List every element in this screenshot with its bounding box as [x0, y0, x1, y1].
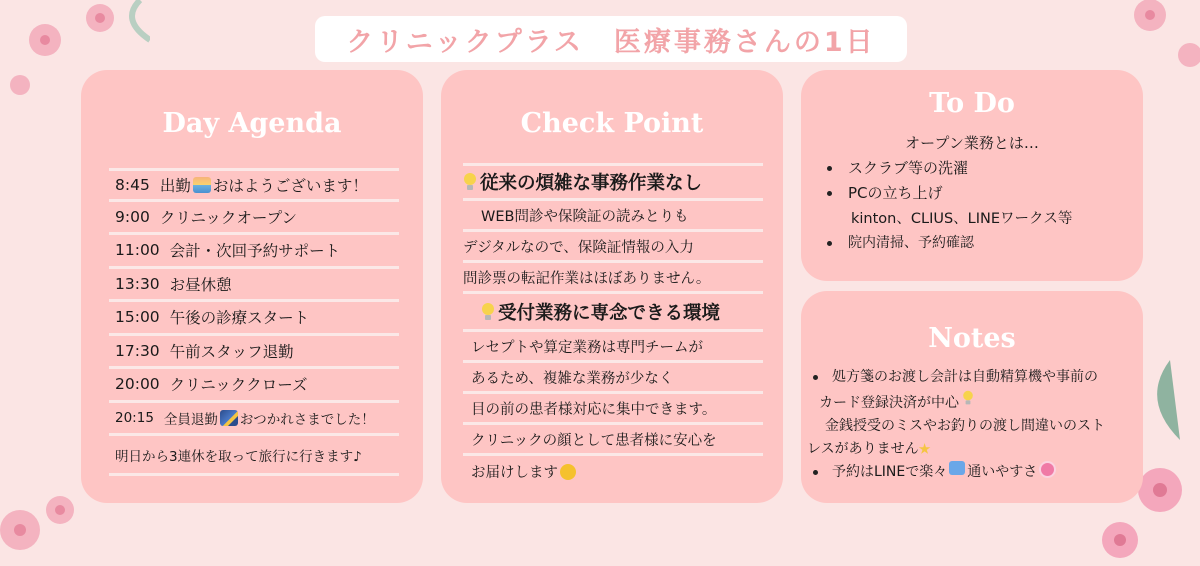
todo-subtitle: オープン業務とは…: [905, 134, 1039, 152]
bullet-icon: [813, 375, 818, 380]
check-line: [463, 232, 763, 263]
music-note-icon: [949, 461, 965, 475]
agenda-time: 13:30: [115, 274, 160, 293]
notes-card: [801, 291, 1143, 503]
check-point-1-title: 従来の煩雑な事務作業なし: [480, 173, 703, 194]
agenda-item: [109, 202, 399, 236]
agenda-time: 8:45: [115, 175, 150, 194]
notes-item: [807, 366, 1143, 389]
agenda-item: [109, 269, 399, 303]
agenda-text: クリニックオープン: [159, 208, 297, 227]
agenda-text-after: おつかれさまでした！: [239, 411, 375, 428]
agenda-time: 11:00: [115, 241, 160, 260]
notes-item-text: 処方箋のお渡し会計は自動精算機や事前の: [832, 369, 1098, 385]
todo-item: [801, 182, 1143, 207]
bullet-icon: [813, 470, 818, 475]
todo-item-detail: kinton、CLIUS、LINEワークス等: [851, 211, 1073, 227]
smile-icon: [560, 464, 576, 480]
check-line: [463, 456, 763, 487]
lightbulb-icon: [463, 173, 477, 191]
check-line: [463, 201, 763, 232]
day-agenda-heading: Day Agenda: [162, 108, 342, 139]
notes-item-extra: [807, 415, 1143, 438]
check-line: [463, 394, 763, 425]
check-line: [463, 425, 763, 456]
todo-item: [801, 157, 1143, 182]
check-line-text: レセプトや算定業務は専門チームが: [471, 339, 703, 356]
agenda-time: 9:00: [115, 207, 150, 226]
check-line: [463, 332, 763, 363]
notes-heading: Notes: [928, 323, 1016, 354]
agenda-text: 会計・次回予約サポート: [169, 242, 341, 261]
todo-body: [801, 132, 1143, 257]
check-point-card: [441, 70, 783, 503]
todo-item-text: PCの立ち上げ: [848, 184, 943, 202]
check-point-1: [463, 163, 763, 201]
notes-body: [807, 366, 1143, 484]
check-line: [463, 263, 763, 294]
check-line-text: 目の前の患者様対応に集中できます。: [471, 401, 717, 418]
notes-item: [807, 461, 1143, 484]
agenda-time: 20:15: [115, 409, 154, 426]
flower-icon: [1039, 461, 1056, 478]
agenda-text: お昼休憩: [169, 275, 232, 294]
notes-item-text: 通いやすさ: [967, 464, 1038, 480]
agenda-item: [109, 168, 399, 202]
todo-heading: To Do: [929, 88, 1015, 119]
agenda-time: 15:00: [115, 308, 160, 327]
star-icon: [919, 443, 931, 455]
notes-item-extra-text: 金銭授受のミスやお釣りの渡し間違いのスト: [825, 418, 1105, 434]
agenda-text: 全員退勤: [163, 411, 218, 428]
night-icon: [220, 410, 238, 426]
check-line-text: お届けします: [471, 465, 558, 481]
todo-item-text: 院内清掃、予約確認: [848, 235, 974, 251]
check-point-2-title: 受付業務に専念できる環境: [498, 302, 721, 324]
notes-item-extra: [807, 438, 1143, 461]
check-line: [463, 363, 763, 394]
bullet-icon: [827, 191, 832, 196]
agenda-list: [109, 168, 399, 476]
notes-item-cont-text: カード登録決済が中心: [819, 395, 959, 411]
agenda-footer: [109, 436, 399, 476]
agenda-item: [109, 302, 399, 336]
agenda-item: [109, 369, 399, 403]
check-point-2: [463, 294, 763, 332]
todo-item-text: スクラブ等の洗濯: [848, 159, 969, 177]
lightbulb-icon: [481, 303, 495, 321]
agenda-time: 20:00: [115, 375, 160, 394]
todo-card: [801, 70, 1143, 281]
day-agenda-card: [81, 70, 423, 503]
agenda-time: 17:30: [115, 341, 160, 360]
agenda-item: [109, 403, 399, 437]
notes-item-cont: [807, 389, 1143, 415]
agenda-footer-text: 明日から3連休を取って旅行に行きます♪: [115, 448, 362, 465]
bullet-icon: [827, 166, 832, 171]
page-title: クリニックプラス 医療事務さんの1日: [346, 26, 876, 58]
bullet-icon: [827, 241, 832, 246]
check-line-text: あるため、複雑な業務が少なく: [471, 370, 674, 387]
check-line-text: 問診票の転記作業はほぼありません。: [463, 270, 711, 287]
check-point-heading: Check Point: [520, 108, 704, 139]
todo-item: [801, 232, 1143, 257]
page-title-box: [315, 16, 907, 62]
agenda-text: クリニッククローズ: [169, 376, 308, 395]
check-line-text: クリニックの顔として患者様に安心を: [471, 432, 717, 449]
notes-item-extra-text: レスがありません: [807, 441, 919, 457]
agenda-text: 午前スタッフ退勤: [169, 342, 294, 361]
agenda-text: 出勤: [159, 176, 191, 195]
agenda-text: 午後の診療スタート: [169, 309, 310, 328]
agenda-text-after: おはようございます！: [212, 176, 368, 195]
check-point-body: [463, 163, 763, 487]
sunrise-icon: [193, 177, 211, 193]
agenda-item: [109, 235, 399, 269]
notes-item-text: 予約はLINEで楽々: [832, 464, 948, 480]
lightbulb-icon: [962, 391, 973, 405]
check-line-text: WEB問診や保険証の読みとりも: [481, 208, 689, 225]
agenda-item: [109, 336, 399, 370]
check-line-text: デジタルなので、保険証情報の入力: [463, 239, 694, 256]
